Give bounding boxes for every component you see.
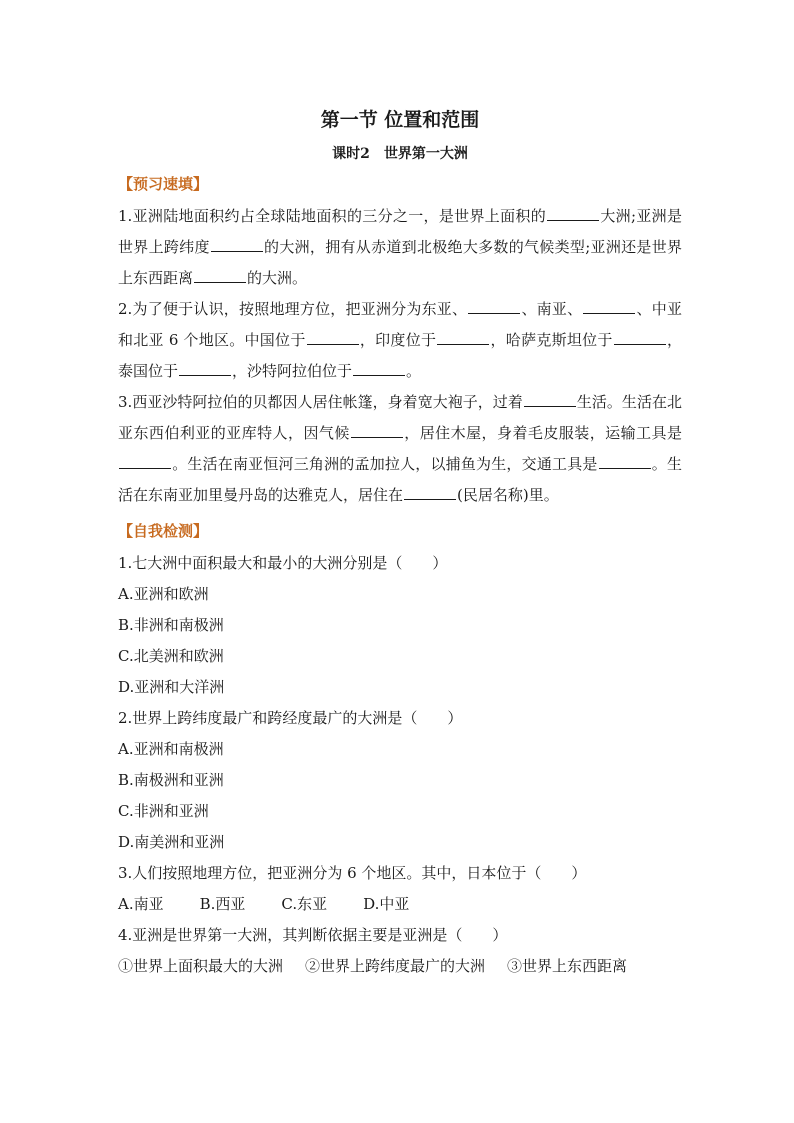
answer-blank[interactable] <box>614 330 666 345</box>
page-title: 第一节 位置和范围 <box>320 109 480 131</box>
lesson-subtitle: 课时2 世界第一大洲 <box>332 146 468 162</box>
answer-blank[interactable] <box>194 268 246 283</box>
answer-blank[interactable] <box>353 361 405 376</box>
answer-blank[interactable] <box>179 361 231 376</box>
question-stem: 2.世界上跨纬度最广和跨经度最广的大洲是（ ） <box>118 709 463 727</box>
option-c[interactable]: C.非洲和亚洲 <box>118 802 209 820</box>
answer-blank[interactable] <box>599 454 651 469</box>
answer-blank[interactable] <box>468 299 520 314</box>
option-d[interactable]: D.亚洲和大洋洲 <box>118 678 225 696</box>
option-c[interactable]: C.东亚 <box>281 895 328 913</box>
choice-1: ①世界上面积最大的大洲 <box>118 957 284 975</box>
option-b[interactable]: B.非洲和南极洲 <box>118 616 224 634</box>
option-a[interactable]: A.南亚 <box>118 895 164 913</box>
option-a[interactable]: A.亚洲和欧洲 <box>118 585 209 603</box>
option-c[interactable]: C.北美洲和欧洲 <box>118 647 224 665</box>
fill-question-1: 1.亚洲陆地面积约占全球陆地面积的三分之一，是世界上面积的 大洲;亚洲是世界上跨纬度 的大洲，拥有从赤道到北极绝大多数的气候类型;亚洲还是世界上东西距离 的大洲。 <box>118 207 682 287</box>
answer-blank[interactable] <box>583 299 635 314</box>
option-row <box>118 889 682 920</box>
option-d[interactable]: D.中亚 <box>363 895 410 913</box>
section-preview-heading: 【预习速填】 <box>118 175 209 193</box>
answer-blank[interactable] <box>351 423 403 438</box>
option-d[interactable]: D.南美洲和亚洲 <box>118 833 225 851</box>
question-stem: 3.人们按照地理方位，把亚洲分为 6 个地区。其中，日本位于（ ） <box>118 864 587 882</box>
fill-question-2: 2.为了便于认识，按照地理方位，把亚洲分为东亚、 、南亚、 、中亚和北亚 6 个地区。中国位于 ，印度位于 ，哈萨克斯坦位于 ，泰国位于 ，沙特阿拉伯位于 。 <box>118 300 682 380</box>
question-stem: 4.亚洲是世界第一大洲，其判断依据主要是亚洲是（ ） <box>118 926 508 944</box>
option-b[interactable]: B.西亚 <box>199 895 246 913</box>
option-b[interactable]: B.南极洲和亚洲 <box>118 771 224 789</box>
fill-question-3: 3.西亚沙特阿拉伯的贝都因人居住帐篷，身着宽大袍子，过着 生活。生活在北亚东西伯利亚的亚库特人，因气候 ，居住木屋，身着毛皮服装，运输工具是。生活在南亚恒河三角洲的孟加拉人，以捕鱼为生，交通工具是 。生活在东南亚加里曼丹岛的达雅克人，居住在 (民居名称)里。 <box>118 393 682 504</box>
answer-blank[interactable] <box>404 485 456 500</box>
answer-blank[interactable] <box>437 330 489 345</box>
choice-3: ③世界上东西距离 <box>507 957 628 975</box>
question-stem: 1.七大洲中面积最大和最小的大洲分别是（ ） <box>118 554 448 572</box>
option-a[interactable]: A.亚洲和南极洲 <box>118 740 224 758</box>
answer-blank[interactable] <box>547 206 599 221</box>
choice-row <box>118 951 682 982</box>
answer-blank[interactable] <box>307 330 359 345</box>
answer-blank[interactable] <box>119 454 171 469</box>
answer-blank[interactable] <box>211 237 263 252</box>
answer-blank[interactable] <box>524 392 576 407</box>
section-check-heading: 【自我检测】 <box>118 522 209 540</box>
choice-2: ②世界上跨纬度最广的大洲 <box>305 957 486 975</box>
